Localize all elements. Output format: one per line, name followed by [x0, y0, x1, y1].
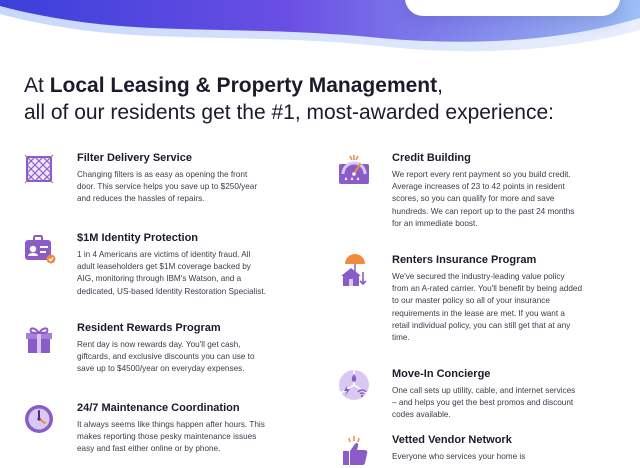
headline-line-2: all of our residents get the #1, most-awarded experience: [24, 101, 554, 124]
feature-title: Renters Insurance Program [392, 254, 537, 266]
headline-line-1: At Local Leasing & Property Management, [24, 74, 443, 97]
page-headline [24, 72, 624, 126]
feature-description: Everyone who services your home is [392, 452, 526, 461]
gift-icon [22, 322, 56, 356]
credit-score-icon [337, 152, 371, 186]
company-name: Local Leasing & Property Management [49, 74, 438, 97]
identity-badge-icon [22, 232, 56, 266]
feature-title: Move-In Concierge [392, 368, 491, 380]
feature-description: Changing filters is as easy as opening the front door. This service helps you save up to $250/year and reduces the hassles of repairs. [77, 170, 258, 204]
feature-description: 1 in 4 Americans are victims of identity fraud. All adult leaseholders get $1M coverage backed by AIG, monitoring through IBM's Watson, and a dedicated, US-based Identity Restoration Specialist. [77, 250, 266, 296]
umbrella-house-icon [337, 254, 371, 288]
feature-title: Resident Rewards Program [77, 322, 221, 334]
clock-icon [22, 402, 56, 436]
feature-description: One call sets up utility, cable, and internet services – and helps you get the best promos and discount codes available. [392, 386, 576, 420]
feature-description: Rent day is now rewards day. You'll get cash, giftcards, and exclusive discounts you can use to save up to $4500/year on everyday expenses. [77, 340, 255, 374]
feature-description: We've secured the industry-leading value policy from an A-rated carrier. You'll benefit by being added to our master policy so all of your insurance requirements in the lease are met. If you want a retail individual policy, you can still get that at any time. [392, 272, 582, 343]
feature-title: $1M Identity Protection [77, 232, 199, 244]
feature-description: It always seems like things happen after hours. This makes reporting those pesky maintenance issues easy and fast either online or by phone. [77, 420, 265, 454]
hero-card [405, 0, 620, 16]
utilities-icon [337, 368, 371, 402]
feature-title: Vetted Vendor Network [392, 434, 512, 446]
thumbs-up-icon [337, 434, 371, 468]
filter-icon [22, 152, 56, 186]
feature-title: 24/7 Maintenance Coordination [77, 402, 240, 414]
feature-title: Credit Building [392, 152, 471, 164]
feature-description: We report every rent payment so you build credit. Average increases of 23 to 42 points in resident scores, so you can qualify for more and save hundreds. We can report up to the past 24 months for an immediate boost. [392, 170, 575, 228]
feature-title: Filter Delivery Service [77, 152, 192, 164]
